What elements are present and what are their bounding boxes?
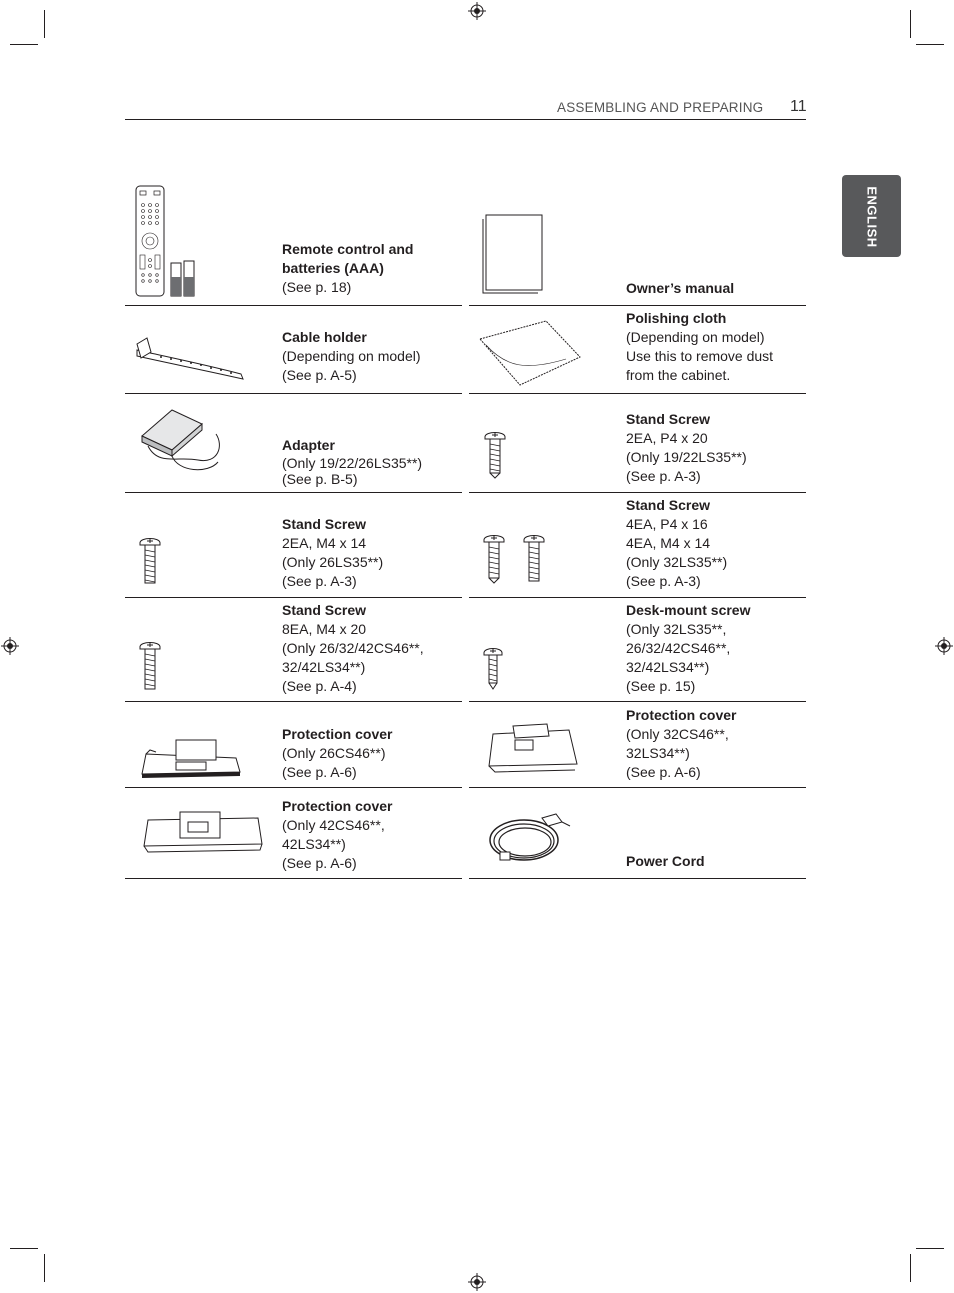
item-detail: (Only 19/22LS35**) bbox=[626, 449, 747, 465]
item-title: Power Cord bbox=[626, 853, 705, 869]
item-detail: (See p. A-5) bbox=[282, 367, 357, 383]
item-title: Protection cover bbox=[626, 707, 737, 723]
item-detail: (Only 19/22/26LS35**) bbox=[282, 455, 423, 471]
item-stand-screw-m4x20 bbox=[282, 601, 424, 696]
row-divider bbox=[125, 701, 462, 702]
protection-cover-icon bbox=[140, 808, 266, 854]
section-title: ASSEMBLING AND PREPARING bbox=[557, 100, 764, 115]
registration-mark-icon bbox=[1, 637, 19, 655]
item-protection-cover-32 bbox=[626, 706, 736, 782]
crop-mark bbox=[916, 1248, 944, 1249]
screw-icon bbox=[138, 534, 164, 586]
item-detail: (Depending on model) bbox=[626, 329, 765, 345]
item-detail: (Depending on model) bbox=[282, 348, 421, 364]
item-detail: (See p. A-3) bbox=[626, 468, 701, 484]
item-title: Stand Screw bbox=[282, 602, 367, 618]
item-polishing-cloth bbox=[626, 309, 773, 385]
crop-mark bbox=[44, 10, 45, 38]
item-detail: (Only 26CS46**) bbox=[282, 745, 386, 761]
item-title: Stand Screw bbox=[626, 497, 711, 513]
protection-cover-icon bbox=[140, 736, 242, 780]
row-divider bbox=[469, 393, 806, 394]
item-title: Protection cover bbox=[282, 798, 393, 814]
item-protection-cover-42 bbox=[282, 797, 392, 873]
item-detail: (See p. A-4) bbox=[282, 678, 357, 694]
item-title: Cable holder bbox=[282, 329, 367, 345]
item-desk-mount-screw bbox=[626, 601, 750, 696]
item-stand-screw-32ls35 bbox=[626, 496, 727, 591]
item-title: Adapter bbox=[282, 437, 335, 453]
item-owners-manual bbox=[626, 279, 734, 298]
crop-mark bbox=[910, 10, 911, 38]
item-adapter-details bbox=[282, 455, 422, 487]
crop-mark bbox=[44, 1254, 45, 1282]
row-divider bbox=[469, 701, 806, 702]
item-protection-cover-26 bbox=[282, 725, 392, 782]
item-detail: from the cabinet. bbox=[626, 367, 731, 383]
item-detail: (See p. A-6) bbox=[282, 764, 357, 780]
item-detail: 2EA, P4 x 20 bbox=[626, 430, 708, 446]
item-power-cord bbox=[626, 852, 705, 871]
crop-mark bbox=[10, 44, 38, 45]
item-title: Remote control and bbox=[282, 241, 414, 257]
item-title: Polishing cloth bbox=[626, 310, 727, 326]
item-detail: (Only 32LS35**, bbox=[626, 621, 727, 637]
item-stand-screw-p4x20 bbox=[626, 410, 747, 486]
row-divider bbox=[125, 492, 462, 493]
language-tab bbox=[842, 175, 901, 257]
registration-mark-icon bbox=[468, 1273, 486, 1291]
item-title: batteries (AAA) bbox=[282, 260, 384, 276]
remote-control-icon bbox=[134, 185, 204, 299]
item-stand-screw-m4x14 bbox=[282, 515, 383, 591]
screw-icon bbox=[482, 645, 504, 691]
item-cable-holder bbox=[282, 328, 421, 385]
row-divider bbox=[125, 597, 462, 598]
item-title: Stand Screw bbox=[626, 411, 711, 427]
item-detail: (Only 26/32/42CS46**, bbox=[282, 640, 424, 656]
item-detail: 42LS34**) bbox=[282, 836, 346, 852]
item-title: Stand Screw bbox=[282, 516, 367, 532]
item-detail: (Only 42CS46**, bbox=[282, 817, 385, 833]
item-detail: (See p. 18) bbox=[282, 279, 352, 295]
language-tab-label: ENGLISH bbox=[864, 186, 880, 248]
screw-icon bbox=[138, 638, 164, 692]
row-divider bbox=[125, 305, 462, 306]
screw-pair-icon bbox=[482, 531, 550, 585]
screw-icon bbox=[483, 428, 509, 480]
item-detail: (See p. A-3) bbox=[626, 573, 701, 589]
item-title: Protection cover bbox=[282, 726, 393, 742]
manual-icon bbox=[480, 213, 546, 295]
item-detail: (Only 32CS46**, bbox=[626, 726, 729, 742]
item-remote-control bbox=[282, 240, 413, 297]
row-divider bbox=[125, 878, 462, 879]
item-detail: (See p. A-6) bbox=[626, 764, 701, 780]
power-cord-icon bbox=[486, 808, 574, 866]
crop-mark bbox=[910, 1254, 911, 1282]
item-adapter bbox=[282, 436, 335, 455]
item-title: Owner’s manual bbox=[626, 280, 735, 296]
row-divider bbox=[469, 787, 806, 788]
item-detail: 8EA, M4 x 20 bbox=[282, 621, 367, 637]
item-detail: (See p. A-6) bbox=[282, 855, 357, 871]
item-detail: 32/42LS34**) bbox=[626, 659, 710, 675]
row-divider bbox=[469, 492, 806, 493]
row-divider bbox=[469, 305, 806, 306]
item-detail: 2EA, M4 x 14 bbox=[282, 535, 367, 551]
polishing-cloth-icon bbox=[476, 317, 586, 389]
item-detail: (See p. 15) bbox=[626, 678, 696, 694]
item-detail: 32/42LS34**) bbox=[282, 659, 366, 675]
item-detail: 4EA, P4 x 16 bbox=[626, 516, 708, 532]
registration-mark-icon bbox=[935, 637, 953, 655]
row-divider bbox=[469, 597, 806, 598]
item-detail: 32LS34**) bbox=[626, 745, 690, 761]
row-divider bbox=[125, 787, 462, 788]
item-detail: Use this to remove dust bbox=[626, 348, 774, 364]
protection-cover-icon bbox=[485, 716, 581, 774]
registration-mark-icon bbox=[468, 2, 486, 20]
item-detail: 4EA, M4 x 14 bbox=[626, 535, 711, 551]
item-detail: (Only 26LS35**) bbox=[282, 554, 384, 570]
header-divider bbox=[125, 119, 806, 120]
item-detail: (See p. B-5) bbox=[282, 471, 358, 487]
adapter-icon bbox=[138, 406, 228, 478]
item-detail: (Only 32LS35**) bbox=[626, 554, 728, 570]
crop-mark bbox=[10, 1248, 38, 1249]
crop-mark bbox=[916, 44, 944, 45]
row-divider bbox=[469, 878, 806, 879]
item-detail: (See p. A-3) bbox=[282, 573, 357, 589]
item-title: Desk-mount screw bbox=[626, 602, 751, 618]
row-divider bbox=[125, 393, 462, 394]
page-number: 11 bbox=[790, 98, 807, 115]
item-detail: 26/32/42CS46**, bbox=[626, 640, 731, 656]
cable-holder-icon bbox=[133, 330, 248, 384]
